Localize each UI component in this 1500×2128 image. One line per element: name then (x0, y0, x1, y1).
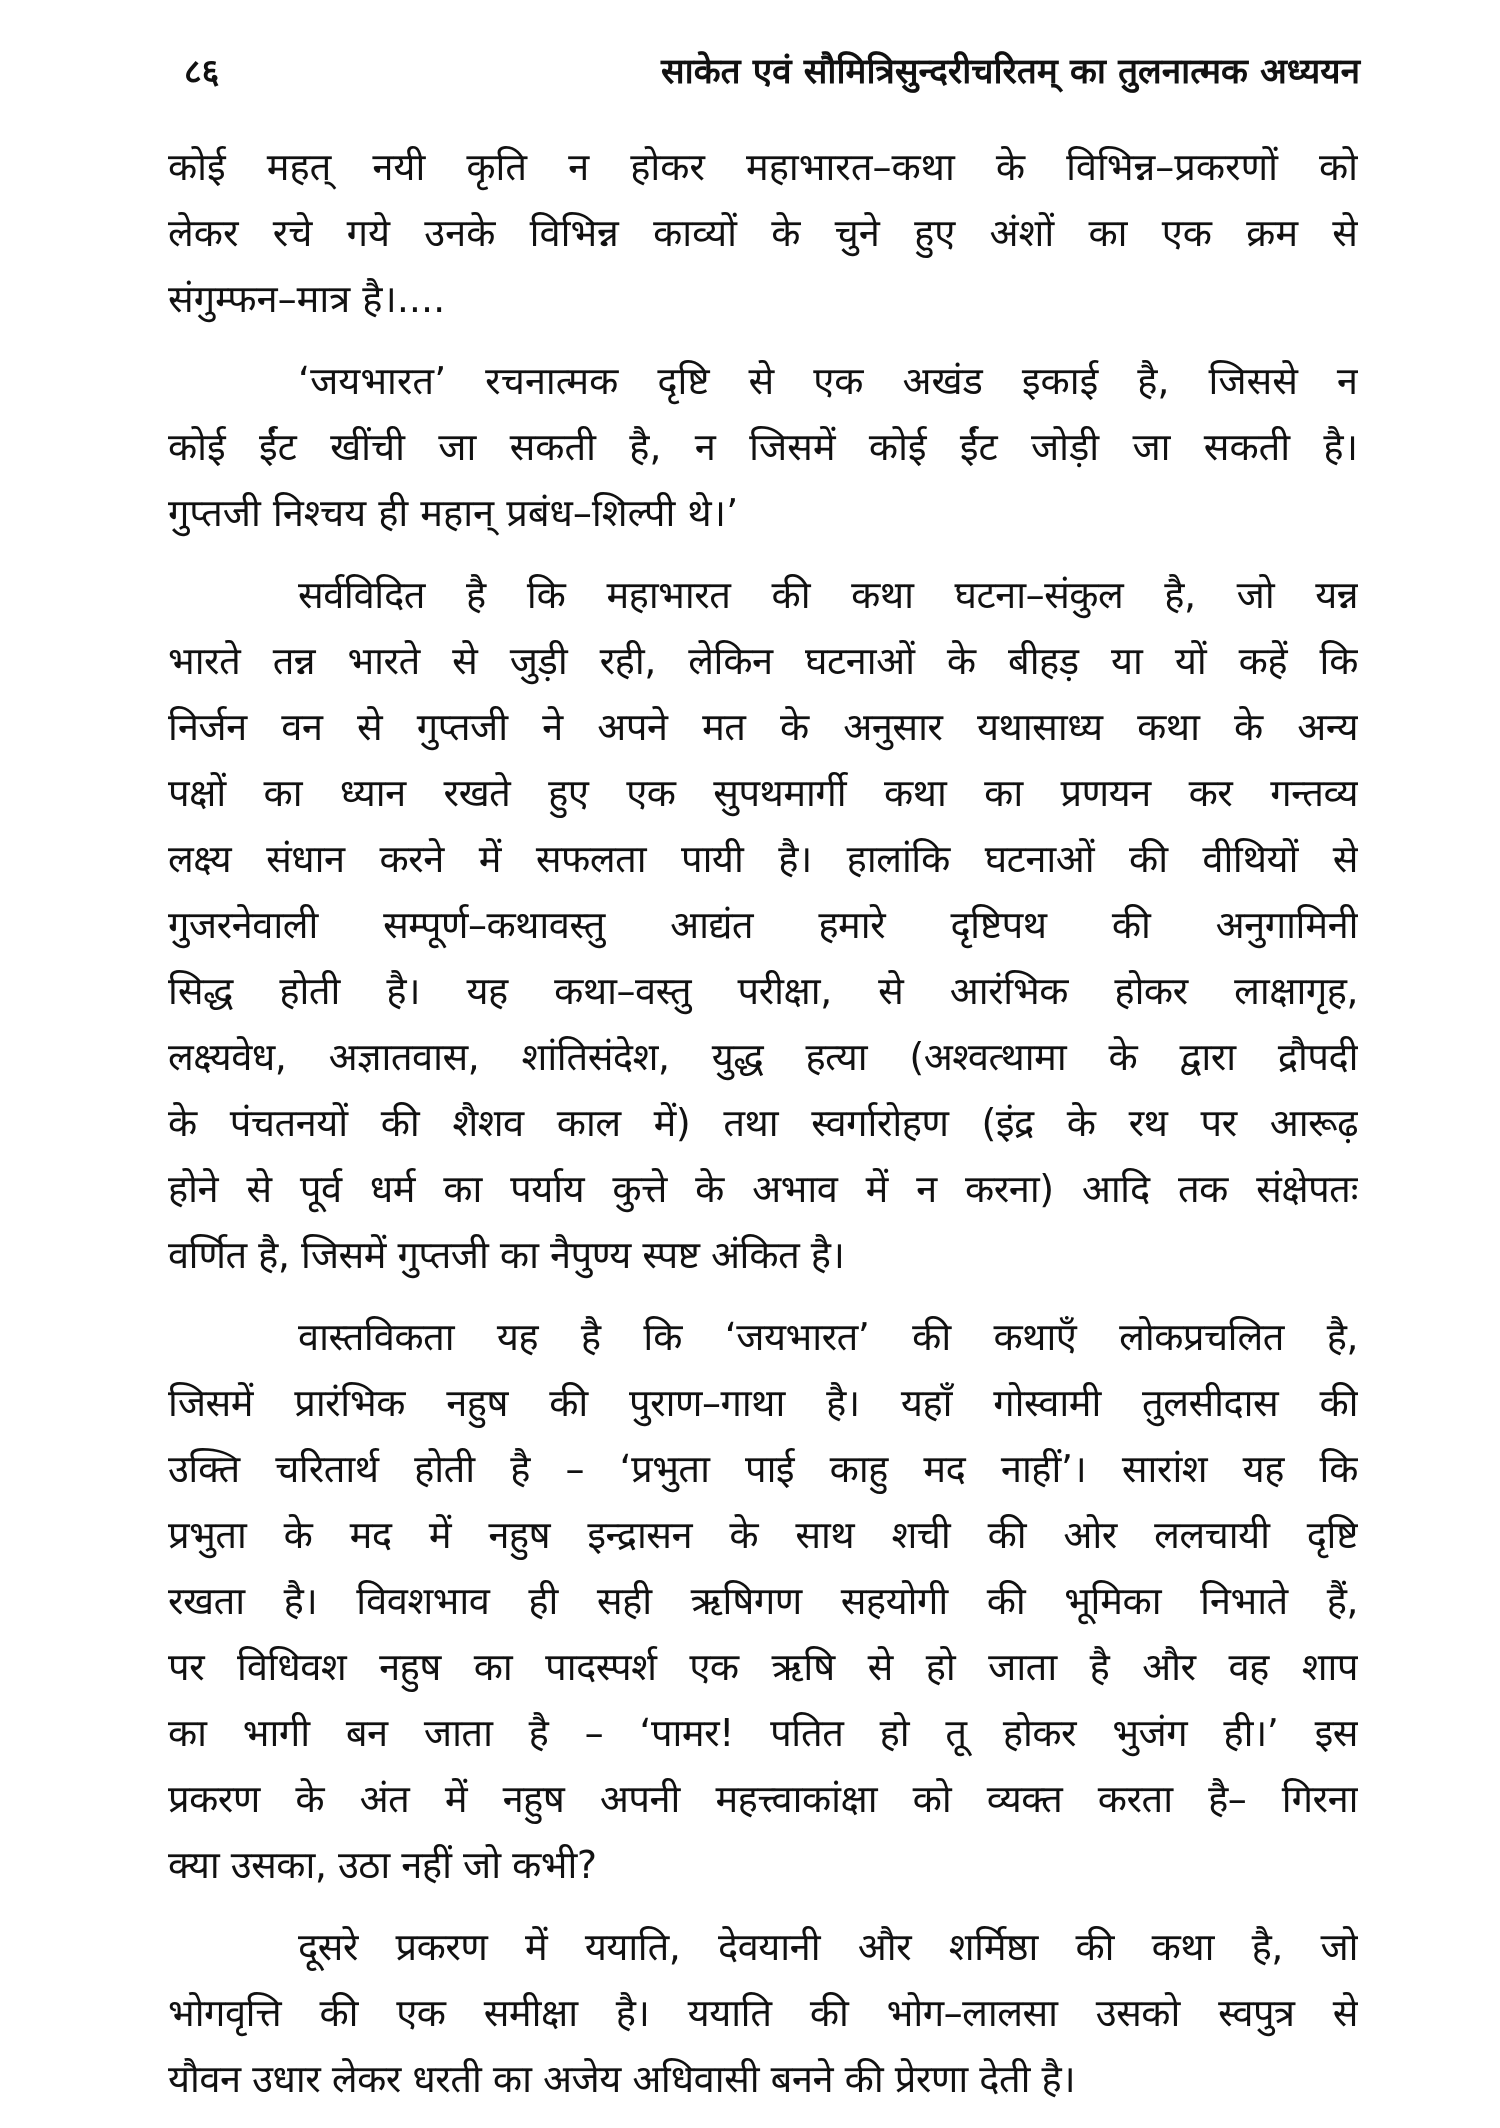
paragraph-5 (168, 1914, 1358, 2112)
text-line: होने से पूर्व धर्म का पर्याय कुत्ते के अभाव में न करना) आदि तक संक्षेपतः (168, 1167, 1358, 1211)
paragraph-1 (168, 134, 1358, 332)
text-line: लक्ष्य संधान करने में सफलता पायी है। हालांकि घटनाओं की वीथियों से (168, 837, 1358, 881)
running-title: साकेत एवं सौमित्रिसुन्दरीचरितम् का तुलनात्मक अध्ययन (660, 52, 1360, 92)
text-line: प्रकरण के अंत में नहुष अपनी महत्त्वाकांक्षा को व्यक्त करता है– गिरना (168, 1777, 1358, 1821)
text-line: गुजरनेवाली सम्पूर्ण–कथावस्तु आद्यंत हमारे दृष्टिपथ की अनुगामिनी (168, 903, 1358, 947)
text-line: निर्जन वन से गुप्तजी ने अपने मत के अनुसार यथासाध्य कथा के अन्य (168, 705, 1358, 749)
text-line: संगुम्फन–मात्र है।.... (168, 277, 446, 321)
text-line: भारते तन्न भारते से जुड़ी रही, लेकिन घटनाओं के बीहड़ या यों कहें कि (168, 639, 1358, 683)
text-line: लक्ष्यवेध, अज्ञातवास, शांतिसंदेश, युद्ध हत्या (अश्वत्थामा के द्वारा द्रौपदी (168, 1035, 1358, 1079)
text-line: वर्णित है, जिसमें गुप्तजी का नैपुण्य स्पष्ट अंकित है। (168, 1233, 845, 1277)
text-line: सिद्ध होती है। यह कथा–वस्तु परीक्षा, से आरंभिक होकर लाक्षागृह, (168, 969, 1358, 1013)
text-line: पर विधिवश नहुष का पादस्पर्श एक ऋषि से हो जाता है और वह शाप (168, 1645, 1358, 1689)
text-line: के पंचतनयों की शैशव काल में) तथा स्वर्गारोहण (इंद्र के रथ पर आरूढ़ (168, 1101, 1358, 1145)
text-line: रखता है। विवशभाव ही सही ऋषिगण सहयोगी की भूमिका निभाते हैं, (168, 1579, 1358, 1623)
text-line: प्रभुता के मद में नहुष इन्द्रासन के साथ शची की ओर ललचायी दृष्टि (168, 1513, 1358, 1557)
text-line: क्या उसका, उठा नहीं जो कभी? (168, 1843, 597, 1887)
text-line: लेकर रचे गये उनके विभिन्न काव्यों के चुने हुए अंशों का एक क्रम से (168, 211, 1358, 255)
text-line: यौवन उधार लेकर धरती का अजेय अधिवासी बनने की प्रेरणा देती है। (168, 2057, 1076, 2101)
text-line: कोई ईंट खींची जा सकती है, न जिसमें कोई ईंट जोड़ी जा सकती है। (168, 425, 1358, 469)
text-line: ‘जयभारत’ रचनात्मक दृष्टि से एक अखंड इकाई है, जिससे न (298, 359, 1358, 403)
body-text (168, 134, 1358, 2128)
paragraph-3 (168, 562, 1358, 1288)
text-line: दूसरे प्रकरण में ययाति, देवयानी और शर्मिष्ठा की कथा है, जो (298, 1925, 1358, 1969)
running-head (180, 42, 1360, 102)
text-line: गुप्तजी निश्चय ही महान् प्रबंध–शिल्पी थे।’ (168, 491, 739, 535)
text-line: वास्तविकता यह है कि ‘जयभारत’ की कथाएँ लोकप्रचलित है, (298, 1315, 1358, 1359)
paragraph-2 (168, 348, 1358, 546)
text-line: भोगवृत्ति की एक समीक्षा है। ययाति की भोग–लालसा उसको स्वपुत्र से (168, 1991, 1358, 2035)
text-line: जिसमें प्रारंभिक नहुष की पुराण–गाथा है। यहाँ गोस्वामी तुलसीदास की (168, 1381, 1358, 1425)
text-line: सर्वविदित है कि महाभारत की कथा घटना–संकुल है, जो यन्न (298, 573, 1358, 617)
text-line: कोई महत् नयी कृति न होकर महाभारत–कथा के विभिन्न–प्रकरणों को (168, 145, 1358, 189)
text-line: उक्ति चरितार्थ होती है – ‘प्रभुता पाई काहु मद नाहीं’। सारांश यह कि (168, 1447, 1358, 1491)
text-line: पक्षों का ध्यान रखते हुए एक सुपथमार्गी कथा का प्रणयन कर गन्तव्य (168, 771, 1358, 815)
page-number: ८६ (184, 52, 220, 92)
paragraph-4 (168, 1304, 1358, 1898)
text-line: का भागी बन जाता है – ‘पामर! पतित हो तू होकर भुजंग ही।’ इस (168, 1711, 1358, 1755)
